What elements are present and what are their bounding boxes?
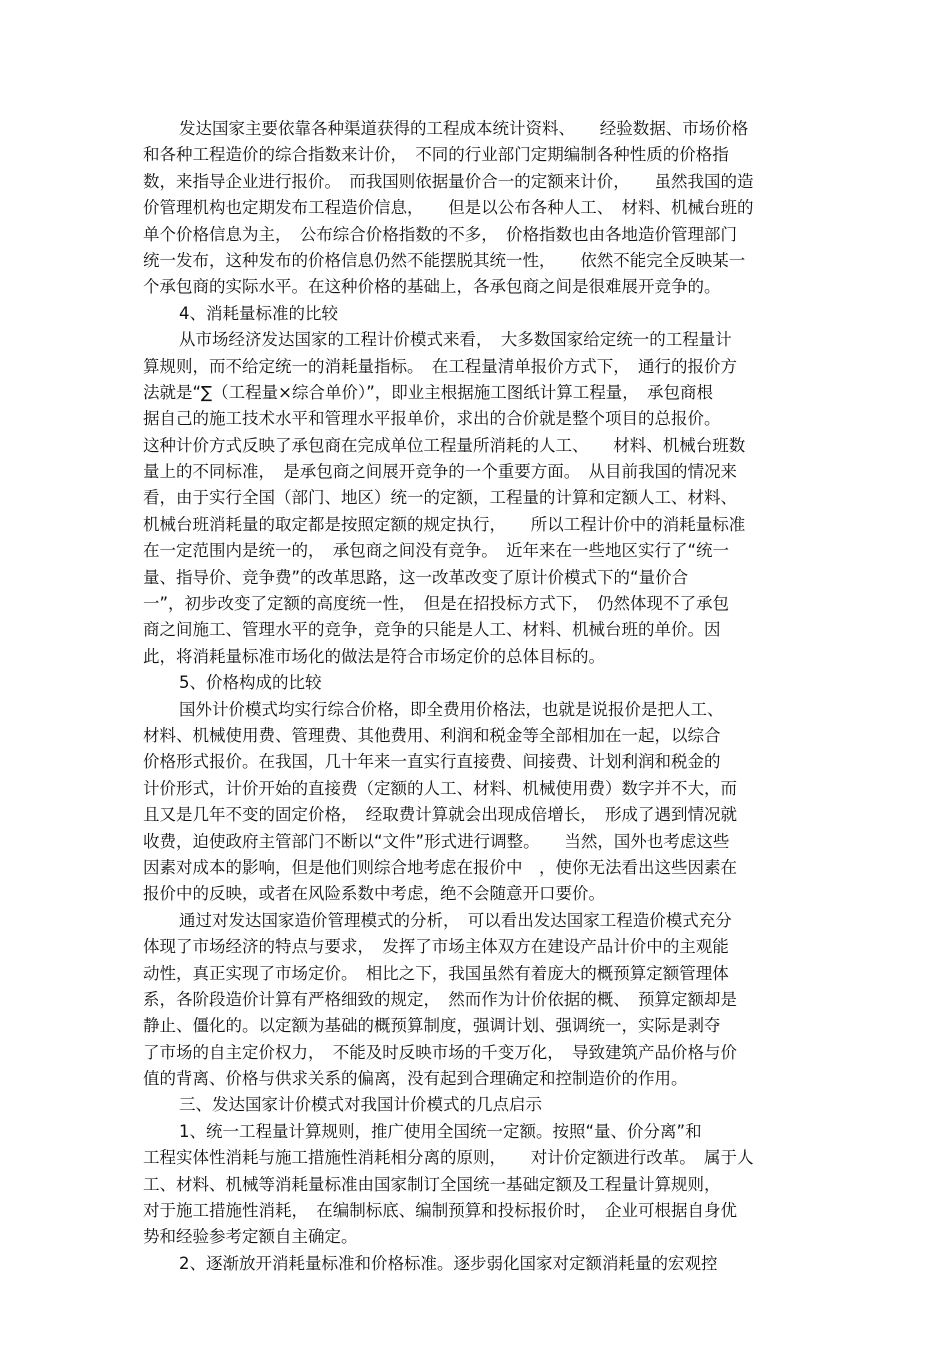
text-line: 在一定范围内是统一的， 承包商之间没有竞争。 近年来在一些地区实行了“统一 [143,541,730,561]
text-line: 个承包商的实际水平。在这种价格的基础上，各承包商之间是很难展开竞争的。 [143,277,721,297]
text-line: 势和经验参考定额自主确定。 [143,1227,358,1247]
text-line: 2、逐渐放开消耗量标准和价格标准。逐步弱化国家对定额消耗量的宏观控 [179,1253,718,1273]
text-line: 看，由于实行全国（部门、地区）统一的定额，工程量的计算和定额人工、材料、 [143,488,737,508]
text-line: 动性，真正实现了市场定价。 相比之下，我国虽然有着庞大的概预算定额管理体 [143,963,729,983]
text-line: 值的背离、价格与供求关系的偏离，没有起到合理确定和控制造价的作用。 [143,1069,688,1089]
text-line: 1、统一工程量计算规则，推广使用全国统一定额。按照“量、价分离”和 [179,1121,702,1141]
text-line: 法就是“∑（工程量×综合单价）”，即业主根据施工图纸计算工程量， 承包商根 [143,382,714,402]
text-line: 价管理机构也定期发布工程造价信息， 但是以公布各种人工、 材料、机械台班的 [143,198,754,218]
text-line: 据自己的施工技术水平和管理水平报单价，求出的合价就是整个项目的总报价。 [143,409,721,429]
text-line: 一”，初步改变了定额的高度统一性， 但是在招投标方式下， 仍然体现不了承包 [143,594,730,614]
text-line: 这种计价方式反映了承包商在完成单位工程量所消耗的人工、 材料、机械台班数 [143,435,746,455]
text-line: 价格形式报价。在我国，几十年来一直实行直接费、间接费、计划利润和税金的 [143,752,721,772]
text-line: 计价形式，计价开始的直接费（定额的人工、材料、机械使用费）数字并不大，而 [143,778,737,798]
text-line: 静止、僵化的。以定额为基础的概预算制度，强调计划、强调统一，实际是剥夺 [143,1016,721,1036]
text-line: 数，来指导企业进行报价。 而我国则依据量价合一的定额来计价， 虽然我国的造 [143,171,754,191]
section-heading: 4、消耗量标准的比较 [179,303,338,323]
text-line: 体现了市场经济的特点与要求， 发挥了市场主体双方在建设产品计价中的主观能 [143,937,729,957]
text-line: 商之间施工、管理水平的竞争，竞争的只能是人工、材料、机械台班的单价。因 [143,620,721,640]
text-line: 和各种工程造价的综合指数来计价， 不同的行业部门定期编制各种性质的价格指 [143,145,729,165]
text-line: 收费，迫使政府主管部门不断以“文件”形式进行调整。 当然，国外也考虑这些 [143,831,730,851]
text-line: 报价中的反映，或者在风险系数中考虑，绝不会随意开口要价。 [143,884,605,904]
text-line: 通过对发达国家造价管理模式的分析， 可以看出发达国家工程造价模式充分 [179,910,732,930]
body-text [143,116,805,1277]
text-line: 工、材料、机械等消耗量标准由国家制订全国统一基础定额及工程量计算规则， [143,1174,721,1194]
text-line: 量上的不同标准， 是承包商之间展开竞争的一个重要方面。 从目前我国的情况来 [143,462,737,482]
section-heading: 三、发达国家计价模式对我国计价模式的几点启示 [179,1095,542,1115]
section-heading: 5、价格构成的比较 [179,673,322,693]
text-line: 且又是几年不变的固定价格， 经取费计算就会出现成倍增长， 形成了遇到情况就 [143,805,737,825]
text-line: 了市场的自主定价权力， 不能及时反映市场的千变万化， 导致建筑产品价格与价 [143,1042,737,1062]
text-line: 量、指导价、竞争费”的改革思路，这一改革改变了原计价模式下的“量价合 [143,567,689,587]
text-line: 国外计价模式均实行综合价格，即全费用价格法，也就是说报价是把人工、 [179,699,724,719]
text-line: 统一发布，这种发布的价格信息仍然不能摆脱其统一性， 依然不能完全反映某一 [143,250,746,270]
text-line: 对于施工措施性消耗， 在编制标底、编制预算和投标报价时， 企业可根据自身优 [143,1201,737,1221]
text-line: 因素对成本的影响，但是他们则综合地考虑在报价中 ，使你无法看出这些因素在 [143,857,737,877]
text-line: 从市场经济发达国家的工程计价模式来看， 大多数国家给定统一的工程量计 [179,330,732,350]
text-line: 系，各阶段造价计算有严格细致的规定， 然而作为计价依据的概、 预算定额却是 [143,989,737,1009]
text-line: 材料、机械使用费、管理费、其他费用、利润和税金等全部相加在一起，以综合 [143,725,721,745]
text-line: 发达国家主要依靠各种渠道获得的工程成本统计资料、 经验数据、市场价格 [179,119,749,138]
text-line: 机械台班消耗量的取定都是按照定额的规定执行， 所以工程计价中的消耗量标准 [143,514,746,534]
text-line: 此，将消耗量标准市场化的做法是符合市场定价的总体目标的。 [143,646,605,666]
text-line: 工程实体性消耗与施工措施性消耗相分离的原则， 对计价定额进行改革。 属于人 [143,1148,754,1168]
text-line: 算规则，而不给定统一的消耗量指标。 在工程量清单报价方式下， 通行的报价方 [143,356,737,376]
text-line: 单个价格信息为主， 公布综合价格指数的不多， 价格指数也由各地造价管理部门 [143,224,737,244]
